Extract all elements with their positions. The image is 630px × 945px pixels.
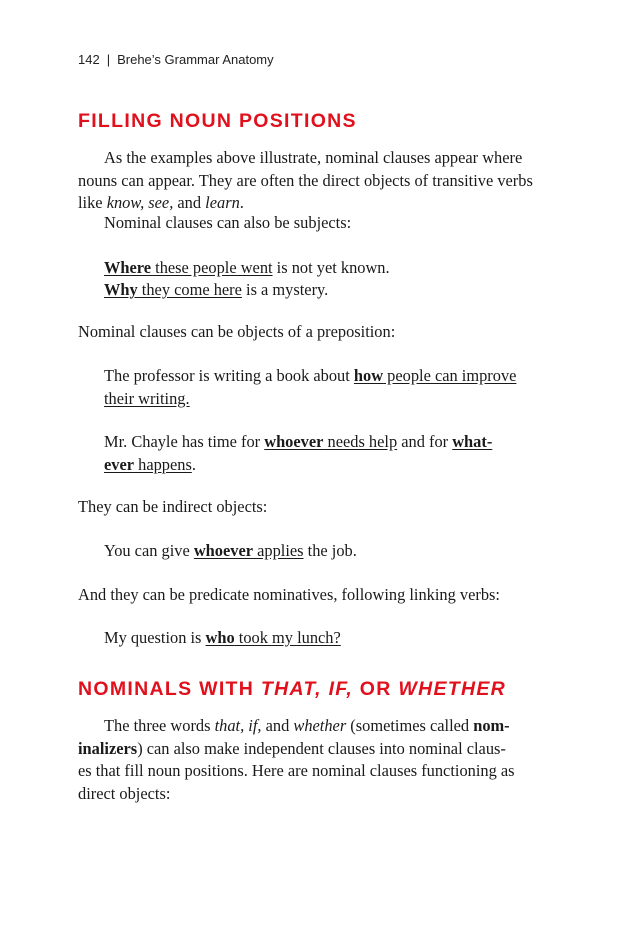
- nominal-word: whoever: [264, 432, 324, 451]
- book-title: Brehe’s Grammar Anatomy: [117, 52, 274, 67]
- nominal-word: whoever: [193, 541, 254, 560]
- nominalizers-paragraph: The three words that, if, and whether (sometimes called nom- inalizers) can also make independent clauses into nominal claus- es that fill noun positions. Here are nominal clauses functioning as direct objects:: [78, 716, 515, 803]
- nominal-clause: applies: [253, 541, 304, 560]
- nominal-clause: needs help: [323, 432, 398, 451]
- running-head: [78, 52, 274, 67]
- nominal-word: Where: [104, 258, 152, 277]
- nominal-clause: these people went: [151, 258, 273, 277]
- example-how: The professor is writing a book about how people can improve their writing.: [104, 366, 517, 408]
- nominal-clause-continued: their writing.: [104, 388, 190, 408]
- nominal-word: who: [205, 628, 235, 647]
- preposition-paragraph: Nominal clauses can be objects of a preposition:: [78, 322, 396, 341]
- nominal-clause: they come here: [137, 280, 242, 299]
- header-separator: |: [106, 52, 111, 67]
- nominal-clause: people can improve: [383, 366, 517, 385]
- section-heading-filling-noun-positions: FILLING NOUN POSITIONS: [78, 110, 357, 132]
- intro-paragraph: As the examples above illustrate, nominal clauses appear where nouns can appear. They are often the direct objects of transitive verbs like know, see, and learn.: [78, 148, 533, 212]
- nominal-word-continued: ever: [104, 454, 135, 474]
- example-whoever-whatever: Mr. Chayle has time for whoever needs help and for what- ever happens.: [104, 432, 493, 474]
- subjects-paragraph: Nominal clauses can also be subjects:: [104, 213, 352, 232]
- example-where: Where these people went is not yet known.: [104, 258, 390, 277]
- predicate-nominatives-paragraph: And they can be predicate nominatives, following linking verbs:: [78, 585, 500, 604]
- page-number: 142: [78, 52, 100, 67]
- example-give: You can give whoever applies the job.: [104, 541, 357, 560]
- example-why: Why they come here is a mystery.: [104, 280, 329, 299]
- nominal-clause: happens: [134, 454, 192, 474]
- indirect-objects-paragraph: They can be indirect objects:: [78, 497, 268, 516]
- nominal-word: how: [353, 366, 384, 385]
- section-heading-nominals-that-if-whether: NOMINALS WITH THAT, IF, OR WHETHER: [78, 678, 507, 700]
- nominal-clause: took my lunch?: [234, 628, 341, 647]
- example-question: My question is who took my lunch?: [104, 628, 341, 647]
- nominal-word: what-: [452, 432, 493, 451]
- nominal-word: Why: [104, 280, 138, 299]
